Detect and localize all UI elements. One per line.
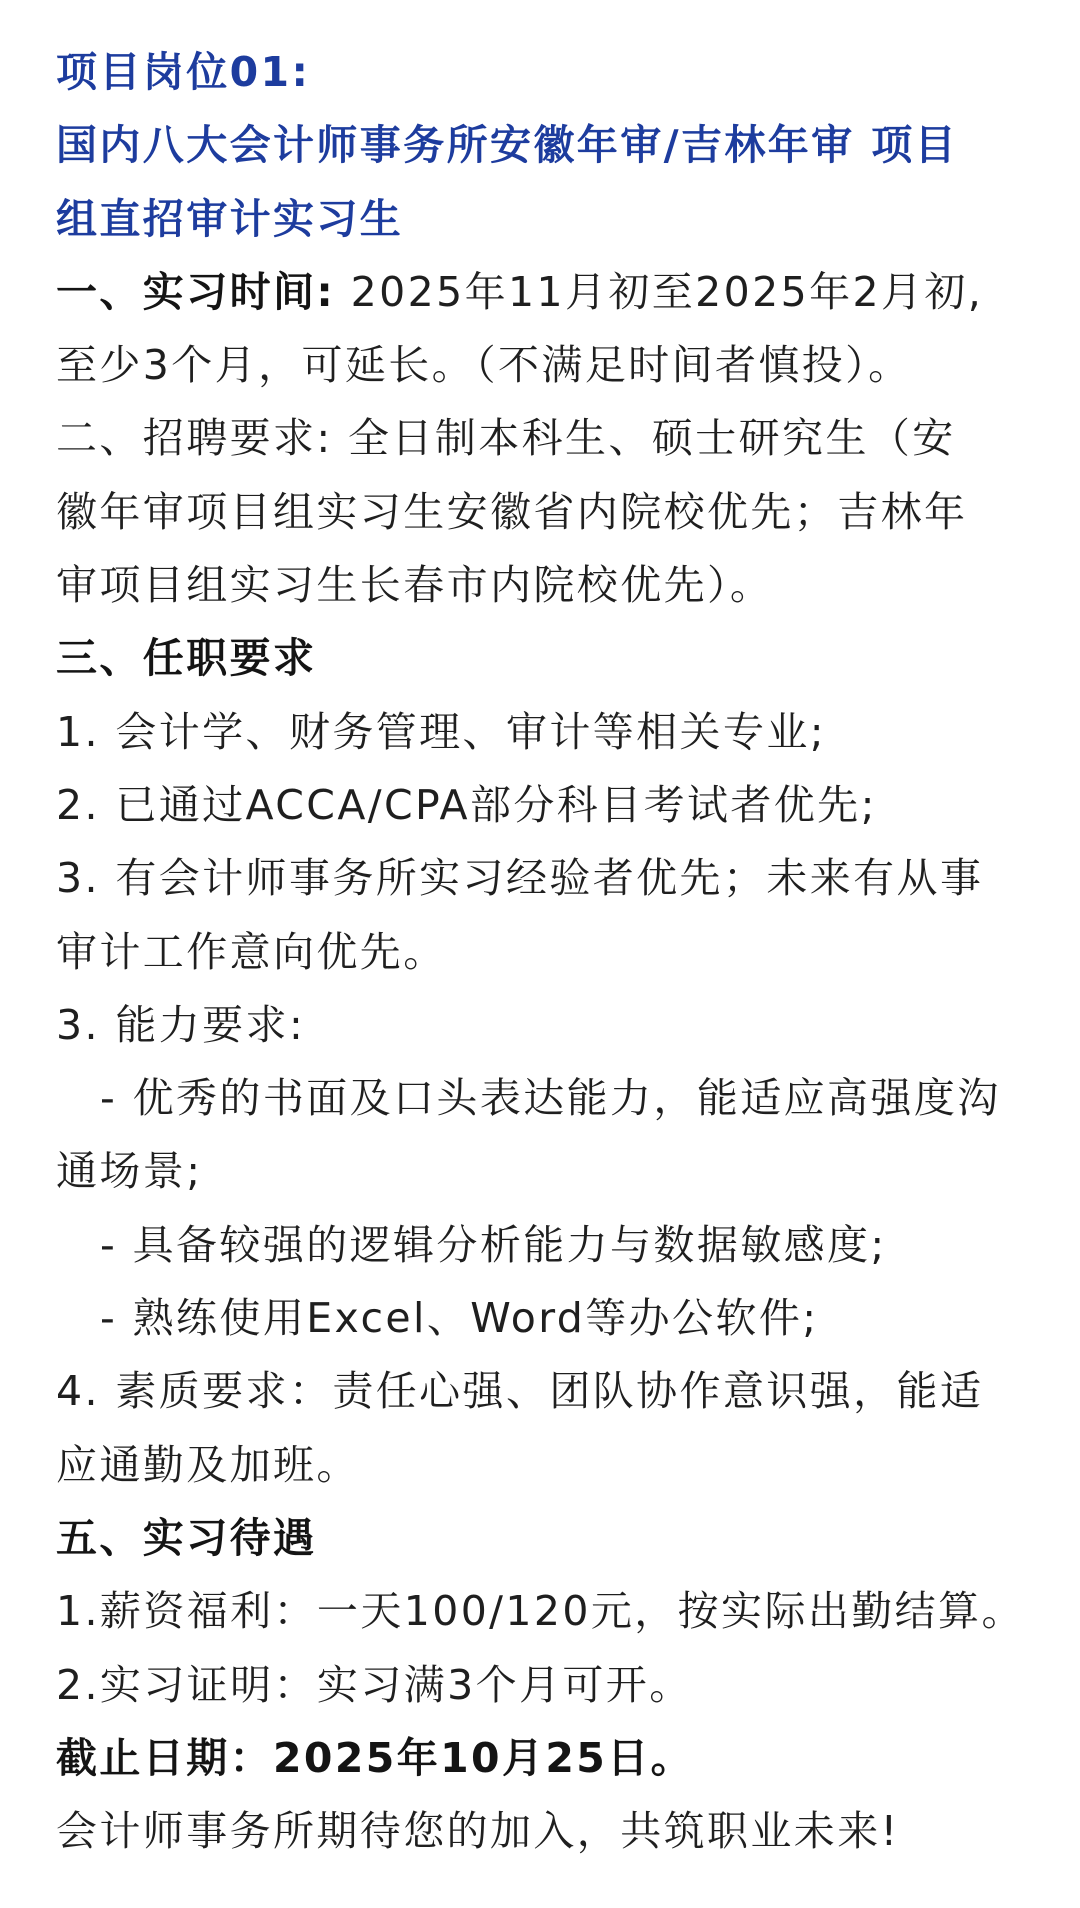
requirement-item-1: 1. 会计学、财务管理、审计等相关专业; <box>56 707 826 756</box>
closing-message: 会计师事务所期待您的加入，共筑职业未来! <box>56 1807 900 1856</box>
application-deadline: 截止日期：2025年10月25日。 <box>56 1733 695 1782</box>
requirement-item-2: 2. 已通过ACCA/CPA部分科目考试者优先; <box>56 780 877 829</box>
benefits-heading: 五、实习待遇 <box>56 1513 317 1562</box>
internship-time-line2: 至少3个月，可延长。（不满足时间者慎投）。 <box>56 341 912 390</box>
ability-item-3: - 熟练使用Excel、Word等办公软件; <box>100 1294 819 1343</box>
internship-certificate: 2.实习证明：实习满3个月可开。 <box>56 1660 693 1709</box>
posting-headline-line1: 国内八大会计师事务所安徽年审/吉林年审 项目 <box>56 121 959 170</box>
ability-item-2: - 具备较强的逻辑分析能力与数据敏感度; <box>100 1220 887 1269</box>
recruit-requirements-line1: 二、招聘要求: 全日制本科生、硕士研究生（安 <box>56 414 956 463</box>
internship-time-label: 一、实习时间: <box>56 267 336 316</box>
quality-requirements-line1: 4. 素质要求：责任心强、团队协作意识强，能适 <box>56 1367 984 1416</box>
salary-benefit: 1.薪资福利：一天100/120元，按实际出勤结算。 <box>56 1587 1025 1636</box>
requirement-item-3-line2: 审计工作意向优先。 <box>56 927 447 976</box>
quality-requirements-line2: 应通勤及加班。 <box>56 1440 360 1489</box>
internship-time-line1 <box>56 256 1024 329</box>
recruit-requirements-line2: 徽年审项目组实习生安徽省内院校优先；吉林年 <box>56 487 968 536</box>
internship-time-value: 2025年11月初至2025年2月初, <box>335 267 984 316</box>
position-title: 项目岗位01: <box>56 48 311 96</box>
requirement-item-3-line1: 3. 有会计师事务所实习经验者优先；未来有从事 <box>56 854 984 903</box>
ability-item-1-line1: - 优秀的书面及口头表达能力，能适应高强度沟 <box>100 1074 1001 1123</box>
ability-item-1-line2: 通场景; <box>56 1147 203 1196</box>
ability-requirements-heading: 3. 能力要求: <box>56 1000 306 1049</box>
recruit-requirements-line3: 审项目组实习生长春市内院校优先）。 <box>56 561 774 610</box>
job-requirements-heading: 三、任职要求 <box>56 634 317 683</box>
posting-headline-line2: 组直招审计实习生 <box>56 194 404 243</box>
